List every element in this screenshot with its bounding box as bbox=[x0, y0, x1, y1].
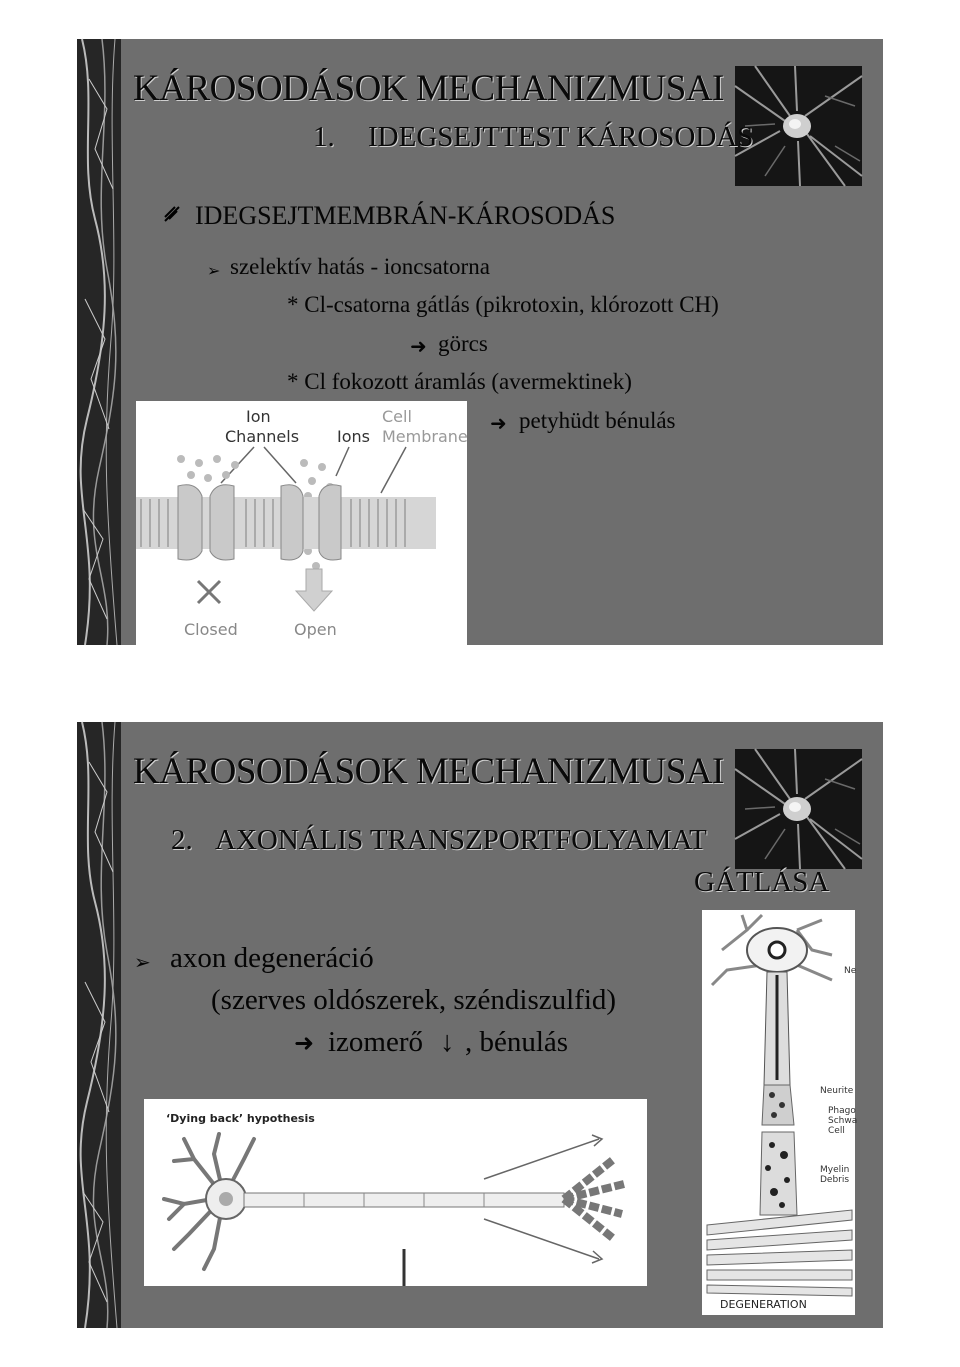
label-degeneration: DEGENERATION bbox=[720, 1298, 807, 1311]
slide-title: KÁROSODÁSOK MECHANIZMUSAI bbox=[133, 68, 724, 109]
label-channels: Channels bbox=[225, 427, 300, 446]
subtitle-line2: GÁTLÁSA bbox=[694, 866, 830, 898]
label-cell: Cell bbox=[828, 1126, 845, 1136]
label-ne: Ne bbox=[844, 966, 857, 976]
arrow-bullet-icon: ➢ bbox=[207, 263, 221, 280]
label-ions: Ions bbox=[337, 427, 370, 446]
bullet-text: axon degeneráció bbox=[170, 942, 374, 974]
line-cl-flow: * Cl fokozott áramlás (avermektinek) bbox=[287, 369, 632, 394]
feather-bullet-icon bbox=[163, 205, 181, 223]
arrow-bullet-icon: ➢ bbox=[134, 952, 151, 974]
label-membrane: Membrane bbox=[382, 427, 468, 446]
degeneration-figure bbox=[702, 910, 858, 1315]
label-schwann: Schwa bbox=[828, 1116, 858, 1126]
line-paralysis: petyhüdt bénulás bbox=[519, 408, 676, 433]
label-cell: Cell bbox=[382, 407, 412, 426]
neuron-image bbox=[735, 66, 862, 186]
label-neurite: Neurite bbox=[820, 1086, 854, 1096]
subtitle-number: 1. bbox=[313, 121, 335, 153]
subtitle-text: AXONÁLIS TRANSZPORTFOLYAMAT bbox=[215, 824, 707, 856]
line-cl-channel: * Cl-csatorna gátlás (pikrotoxin, klórozott CH) bbox=[287, 292, 719, 317]
decorative-strip bbox=[77, 39, 121, 645]
label-myelin: Myelin bbox=[820, 1165, 850, 1175]
slide-title: KÁROSODÁSOK MECHANIZMUSAI bbox=[133, 751, 724, 792]
right-arrow-icon: ➜ bbox=[410, 336, 427, 358]
subtitle-text: IDEGSEJTTEST KÁROSODÁS bbox=[368, 121, 754, 153]
line-muscle-strength: izomerő bbox=[328, 1026, 424, 1058]
neuron-image bbox=[735, 749, 862, 869]
label-closed: Closed bbox=[184, 620, 238, 639]
decorative-strip bbox=[77, 722, 121, 1328]
down-arrow-icon: ↓ bbox=[440, 1026, 455, 1058]
figure-title: ‘Dying back’ hypothesis bbox=[166, 1112, 315, 1125]
line-convulsion: görcs bbox=[438, 331, 488, 356]
heading: IDEGSEJTMEMBRÁN-KÁROSODÁS bbox=[195, 201, 616, 230]
label-ion: Ion bbox=[246, 407, 271, 426]
label-phagocyte: Phago bbox=[828, 1106, 856, 1116]
slide-1 bbox=[77, 39, 883, 645]
label-debris: Debris bbox=[820, 1175, 850, 1185]
right-arrow-icon: ➜ bbox=[490, 413, 507, 435]
subtitle-number: 2. bbox=[171, 824, 193, 856]
line-solvents: (szerves oldószerek, széndiszulfid) bbox=[211, 984, 617, 1016]
dying-back-figure bbox=[144, 1099, 647, 1286]
bullet-text: szelektív hatás - ioncsatorna bbox=[230, 254, 490, 279]
right-arrow-icon: ➜ bbox=[294, 1031, 315, 1057]
ion-channel-diagram bbox=[136, 401, 467, 645]
slide-2 bbox=[77, 722, 883, 1328]
label-open: Open bbox=[294, 620, 337, 639]
line-paralysis: , bénulás bbox=[465, 1026, 569, 1058]
